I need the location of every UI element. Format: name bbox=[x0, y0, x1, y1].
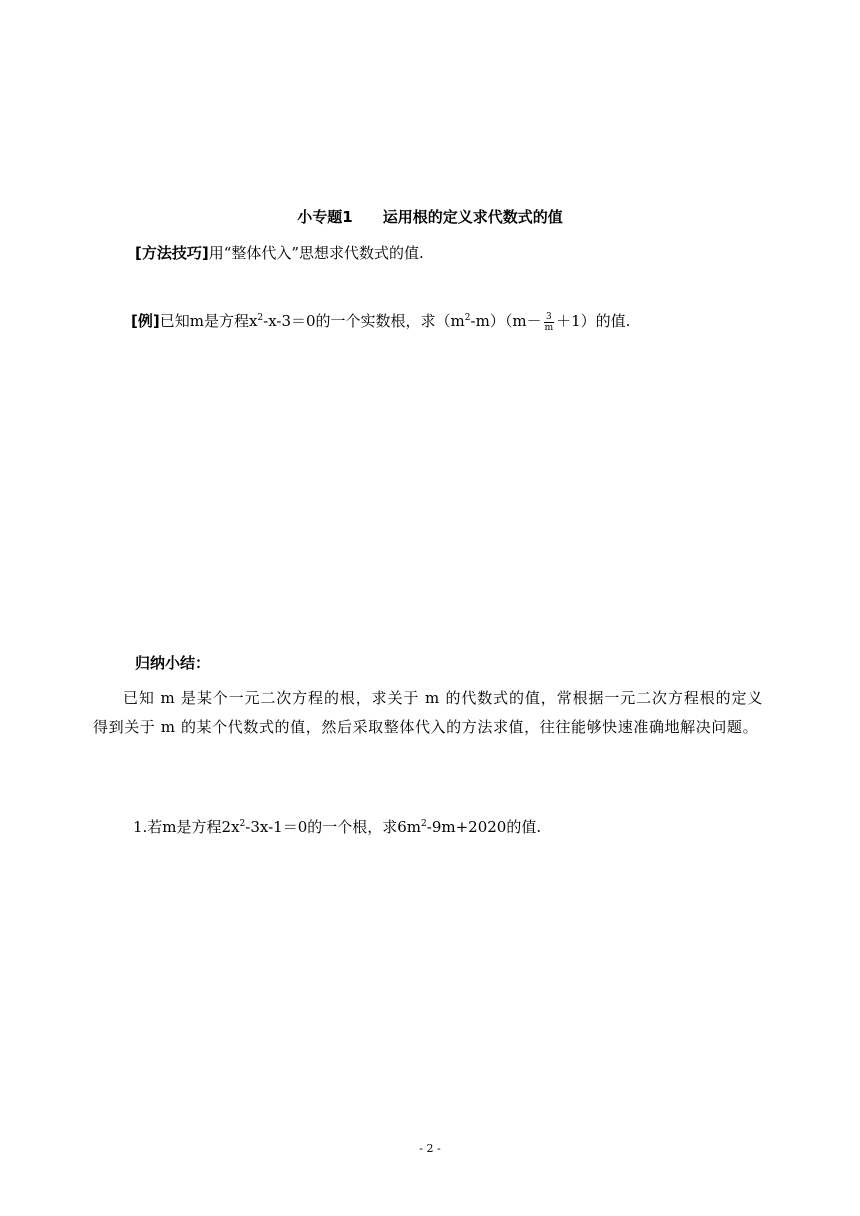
fraction-numerator: 3 bbox=[544, 312, 555, 323]
example-fraction bbox=[544, 312, 555, 333]
section-title bbox=[0, 207, 860, 227]
summary-heading: 归纳小结： bbox=[135, 654, 211, 672]
fraction-denominator: m bbox=[544, 322, 554, 333]
example-text-b: -x-3＝0的一个实数根，求（m bbox=[263, 312, 465, 330]
question-1 bbox=[133, 816, 541, 838]
method-tip bbox=[135, 242, 424, 264]
method-text: 用“整体代入”思想求代数式的值. bbox=[208, 244, 424, 262]
title-text: 运用根的定义求代数式的值 bbox=[382, 208, 563, 226]
page-number: - 2 - bbox=[419, 1142, 441, 1155]
summary-paragraph: 已知 m 是某个一元二次方程的根，求关于 m 的代数式的值，常根据一元二次方程根的定义得到关于 m 的某个代数式的值，然后采取整体代入的方法求值，往往能够快速准确地解决问题。 bbox=[93, 689, 763, 736]
example-text-a: 已知m是方程x bbox=[159, 312, 258, 330]
example-tag: [例] bbox=[131, 312, 160, 330]
example-problem bbox=[131, 310, 630, 333]
method-tag: [方法技巧] bbox=[135, 244, 209, 262]
question1-text-a: 1.若m是方程2x bbox=[133, 818, 240, 836]
title-number: 小专题1 bbox=[297, 208, 353, 226]
example-text-c: -m）（m－ bbox=[470, 312, 542, 330]
example-sup-b: 2 bbox=[464, 313, 471, 323]
example-text-d: ＋1）的值. bbox=[556, 312, 631, 330]
example-sup-a: 2 bbox=[257, 313, 264, 323]
question1-sup-a: 2 bbox=[239, 819, 246, 829]
question1-text-b: -3x-1＝0的一个根，求6m bbox=[245, 818, 422, 836]
question1-text-c: -9m+2020的值. bbox=[426, 818, 542, 836]
question1-sup-b: 2 bbox=[421, 819, 427, 829]
